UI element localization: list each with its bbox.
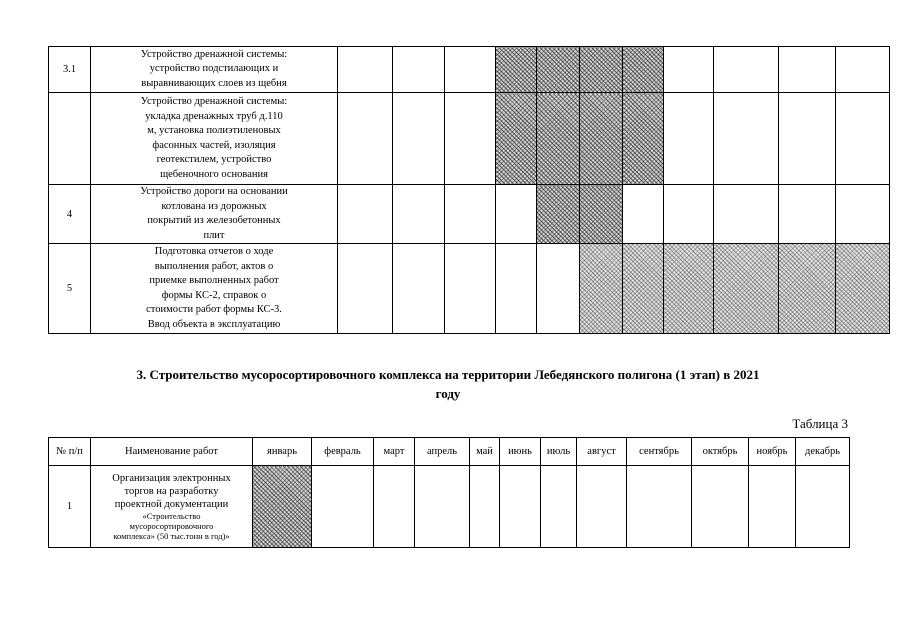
work-description-line: устройство подстилающих и: [149, 63, 279, 75]
schedule-cell: [664, 185, 714, 244]
work-description-note: мусоросортировочного: [129, 521, 214, 531]
header-month: декабрь: [796, 438, 850, 466]
section-heading-line1: 3. Строительство мусоросортировочного комплекса на территории Лебедянского полигона (1 этап) в 2021: [136, 367, 760, 382]
schedule-cell: [541, 466, 577, 548]
table-row: [49, 47, 890, 93]
schedule-cell-active: [836, 244, 890, 334]
work-description-line: торгов на разработку: [124, 486, 219, 497]
work-description: [91, 185, 338, 244]
header-month: март: [374, 438, 415, 466]
row-number: 4: [49, 185, 91, 244]
work-description-line: стоимости работ формы КС-3.: [146, 304, 282, 315]
work-description-line: формы КС-2, справок о: [161, 289, 267, 301]
work-description-line: укладка дренажных труб д.110: [145, 110, 283, 122]
schedule-cell-active: [714, 244, 779, 334]
schedule-cell: [796, 466, 850, 548]
row-number: 5: [49, 244, 91, 334]
schedule-cell-active: [580, 185, 623, 244]
schedule-cell: [338, 244, 393, 334]
schedule-cell: [714, 185, 779, 244]
work-description-line: Устройство дороги на основании: [140, 186, 288, 197]
work-description-line: м, установка полиэтиленовых: [147, 125, 281, 136]
work-description-line: выполнения работ, актов о: [154, 260, 274, 272]
schedule-table-3: [48, 437, 850, 548]
schedule-cell-active: [580, 244, 623, 334]
header-month: январь: [253, 438, 312, 466]
table-row: [49, 93, 890, 185]
work-description: [91, 93, 338, 185]
schedule-cell: [779, 185, 836, 244]
work-description-line: выравнивающих слоев из щебня: [141, 77, 287, 89]
schedule-cell-active: [496, 93, 537, 185]
work-description-line: покрытий из железобетонных: [147, 215, 281, 226]
work-description-line: геотекстилем, устройство: [156, 154, 272, 165]
schedule-cell: [623, 185, 664, 244]
schedule-cell-active: [537, 185, 580, 244]
work-description: [91, 47, 338, 93]
schedule-cell: [577, 466, 627, 548]
header-month: октябрь: [692, 438, 749, 466]
work-description-line: щебеночного основания: [160, 168, 268, 180]
schedule-cell: [779, 93, 836, 185]
schedule-cell-active: [779, 244, 836, 334]
table-caption: Таблица 3: [792, 416, 848, 431]
header-month: август: [577, 438, 627, 466]
header-month: апрель: [415, 438, 470, 466]
header-month: февраль: [312, 438, 374, 466]
schedule-cell: [779, 47, 836, 93]
schedule-cell-active: [580, 93, 623, 185]
row-number: [49, 93, 91, 185]
table-header-row: [49, 438, 850, 466]
schedule-cell-active: [623, 93, 664, 185]
schedule-cell: [496, 244, 537, 334]
work-description-line: котлована из дорожных: [161, 200, 267, 212]
table-row: [49, 185, 890, 244]
schedule-cell-active: [537, 47, 580, 93]
schedule-cell: [537, 244, 580, 334]
schedule-cell: [836, 185, 890, 244]
schedule-cell-active: [580, 47, 623, 93]
work-description-line: фасонных частей, изоляция: [152, 139, 276, 151]
schedule-cell: [312, 466, 374, 548]
schedule-cell: [692, 466, 749, 548]
schedule-cell: [664, 47, 714, 93]
schedule-cell-active: [623, 47, 664, 93]
schedule-cell: [714, 47, 779, 93]
schedule-cell: [836, 47, 890, 93]
schedule-cell: [714, 93, 779, 185]
header-month: июнь: [500, 438, 541, 466]
section-heading: [48, 365, 848, 403]
work-description-note: комплекса» (50 тыс.тонн в год)»: [113, 531, 230, 541]
schedule-cell: [393, 47, 445, 93]
work-description: [91, 466, 253, 548]
work-description-line: Организация электронных: [112, 473, 231, 484]
schedule-cell-active: [664, 244, 714, 334]
schedule-cell: [338, 185, 393, 244]
work-description-line: проектной документации: [114, 499, 229, 510]
schedule-cell-active: [253, 466, 312, 548]
schedule-cell-active: [623, 244, 664, 334]
schedule-cell: [664, 93, 714, 185]
work-description-note: «Строительство: [142, 511, 201, 521]
schedule-cell: [836, 93, 890, 185]
schedule-cell: [338, 93, 393, 185]
header-month: сентябрь: [627, 438, 692, 466]
header-month: май: [470, 438, 500, 466]
schedule-cell: [393, 244, 445, 334]
schedule-cell: [338, 47, 393, 93]
schedule-cell: [445, 93, 496, 185]
table-row: [49, 466, 850, 548]
schedule-cell: [627, 466, 692, 548]
work-description-line: плит: [203, 229, 225, 241]
schedule-cell-active: [496, 47, 537, 93]
schedule-cell: [393, 185, 445, 244]
schedule-cell: [445, 185, 496, 244]
schedule-table-2: [48, 46, 890, 334]
work-description: [91, 244, 338, 334]
work-description-line: Устройство дренажной системы:: [140, 48, 288, 60]
schedule-cell: [749, 466, 796, 548]
work-description-line: Подготовка отчетов о ходе: [154, 246, 274, 257]
header-month: июль: [541, 438, 577, 466]
header-month: ноябрь: [749, 438, 796, 466]
row-number: 1: [49, 466, 91, 548]
work-description-line: Устройство дренажной системы:: [140, 96, 288, 107]
schedule-cell: [496, 185, 537, 244]
header-num: № п/п: [49, 438, 91, 466]
schedule-cell: [445, 47, 496, 93]
work-description-line: приемке выполненных работ: [149, 275, 279, 286]
schedule-cell: [374, 466, 415, 548]
schedule-cell: [500, 466, 541, 548]
row-number: 3.1: [49, 47, 91, 93]
section-heading-line2: году: [435, 386, 461, 401]
schedule-cell: [415, 466, 470, 548]
schedule-cell: [393, 93, 445, 185]
schedule-cell-active: [537, 93, 580, 185]
work-description-line: Ввод объекта в эксплуатацию: [147, 318, 281, 330]
schedule-cell: [470, 466, 500, 548]
table-row: [49, 244, 890, 334]
header-name: Наименование работ: [91, 438, 253, 466]
schedule-cell: [445, 244, 496, 334]
